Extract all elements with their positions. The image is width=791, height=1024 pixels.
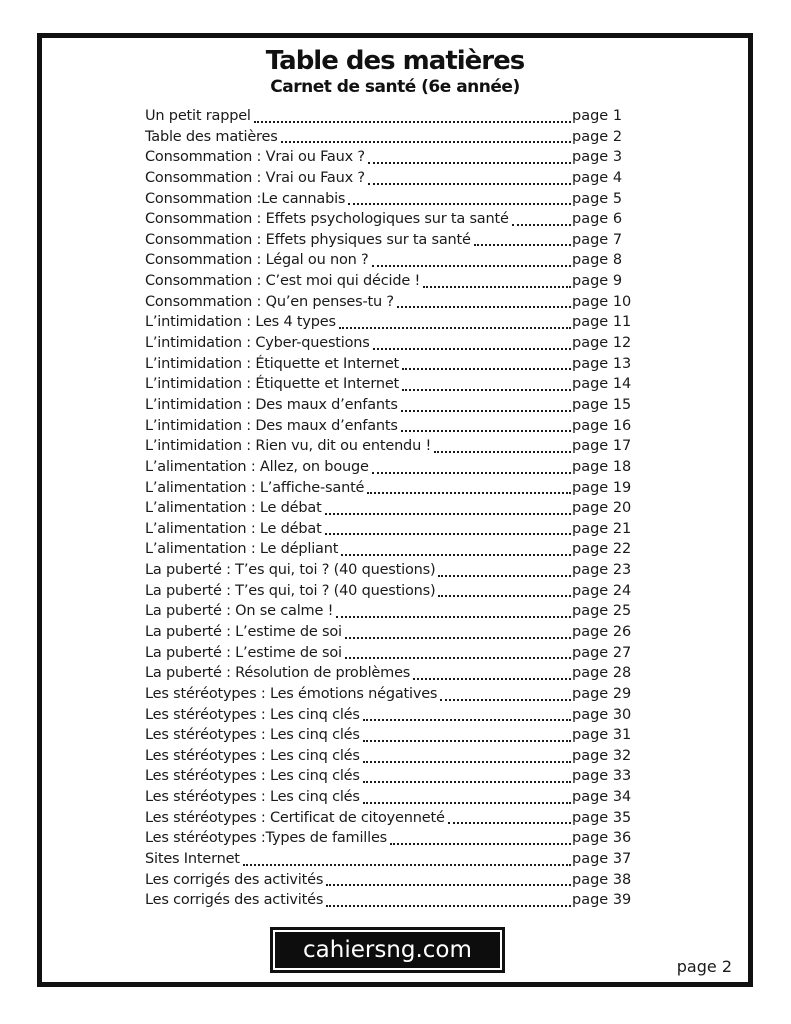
dotted-leader	[440, 699, 571, 701]
toc-entry-page: page 25	[572, 603, 632, 620]
dotted-leader	[326, 884, 571, 886]
toc-entry-page: page 15	[572, 396, 632, 413]
toc-row	[145, 457, 636, 478]
toc-entry-label: Les stéréotypes : Certificat de citoyenneté	[145, 809, 445, 826]
toc-row	[145, 416, 636, 437]
toc-entry-label: La puberté : T’es qui, toi ? (40 questions)	[145, 582, 436, 599]
toc-row	[145, 767, 636, 788]
toc-entry-label: L’alimentation : Le débat	[145, 520, 322, 537]
dotted-leader	[401, 410, 571, 412]
toc-entry-label: Consommation : Qu’en penses-tu ?	[145, 293, 394, 310]
toc-row	[145, 890, 636, 911]
toc-entry-label: Les stéréotypes : Les cinq clés	[145, 727, 360, 744]
toc-entry-page: page 9	[572, 273, 623, 290]
toc-row	[145, 395, 636, 416]
toc-entry-page: page 39	[572, 892, 632, 909]
toc-row	[145, 478, 636, 499]
toc-entry-page: page 29	[572, 685, 632, 702]
toc-entry-label: L’intimidation : Les 4 types	[145, 314, 336, 331]
toc-row	[145, 643, 636, 664]
dotted-leader	[512, 224, 571, 226]
toc-entry-page: page 30	[572, 706, 632, 723]
toc-entry-label: L’intimidation : Cyber-questions	[145, 335, 370, 352]
dotted-leader	[401, 430, 571, 432]
toc-entry-page: page 37	[572, 851, 632, 868]
dotted-leader	[368, 162, 571, 164]
toc-entry-label: Les stéréotypes :Types de familles	[145, 830, 388, 847]
toc-entry-label: Consommation : C’est moi qui décide !	[145, 273, 421, 290]
toc-row	[145, 684, 636, 705]
dotted-leader	[372, 472, 571, 474]
toc-entry-label: L’intimidation : Des maux d’enfants	[145, 417, 398, 434]
page-subtitle: Carnet de santé (6e année)	[270, 77, 520, 97]
toc-entry-page: page 27	[572, 644, 632, 661]
toc-row	[145, 808, 636, 829]
toc-row	[145, 333, 636, 354]
toc-entry-label: Consommation :Le cannabis	[145, 190, 346, 207]
dotted-leader	[345, 637, 571, 639]
toc-row	[145, 725, 636, 746]
toc-entry-page: page 24	[572, 582, 632, 599]
toc-entry-label: L’intimidation : Étiquette et Internet	[145, 355, 400, 372]
toc-entry-label: Les stéréotypes : Les émotions négatives	[145, 685, 438, 702]
dotted-leader	[367, 492, 571, 494]
toc-entry-page: page 20	[572, 500, 632, 517]
toc-entry-label: L’intimidation : Rien vu, dit ou entendu !	[145, 438, 432, 455]
toc-entry-label: Les corrigés des activités	[145, 892, 324, 909]
toc-entry-page: page 31	[572, 727, 632, 744]
site-badge	[270, 927, 505, 973]
toc-row	[145, 189, 636, 210]
toc-row	[145, 849, 636, 870]
toc-row	[145, 539, 636, 560]
toc-entry-page: page 32	[572, 747, 632, 764]
page-title: Table des matières	[265, 46, 525, 76]
toc-entry-label: La puberté : Résolution de problèmes	[145, 665, 411, 682]
toc-entry-page: page 36	[572, 830, 632, 847]
toc-entry-page: page 18	[572, 458, 632, 475]
dotted-leader	[413, 678, 571, 680]
dotted-leader	[434, 451, 571, 453]
toc-entry-page: page 7	[572, 231, 623, 248]
toc-entry-page: page 12	[572, 335, 632, 352]
toc-row	[145, 354, 636, 375]
toc-row	[145, 436, 636, 457]
toc-entry-page: page 35	[572, 809, 632, 826]
dotted-leader	[339, 327, 571, 329]
dotted-leader	[243, 864, 571, 866]
dotted-leader	[397, 306, 571, 308]
toc-row	[145, 622, 636, 643]
toc-row	[145, 787, 636, 808]
toc-row	[145, 581, 636, 602]
toc-entry-page: page 2	[572, 128, 623, 145]
dotted-leader	[336, 616, 571, 618]
toc-row	[145, 147, 636, 168]
toc-entry-label: Les stéréotypes : Les cinq clés	[145, 768, 360, 785]
toc-entry-label: Un petit rappel	[145, 107, 251, 124]
toc-entry-page: page 19	[572, 479, 632, 496]
toc-entry-page: page 4	[572, 169, 623, 186]
dotted-leader	[402, 368, 571, 370]
toc-entry-page: page 14	[572, 376, 632, 393]
toc-entry-label: Les stéréotypes : Les cinq clés	[145, 747, 360, 764]
toc-entry-label: Consommation : Vrai ou Faux ?	[145, 149, 365, 166]
toc-row	[145, 271, 636, 292]
toc-entry-label: L’intimidation : Des maux d’enfants	[145, 396, 398, 413]
dotted-leader	[438, 595, 571, 597]
toc-row	[145, 663, 636, 684]
toc-entry-page: page 22	[572, 541, 632, 558]
dotted-leader	[326, 905, 571, 907]
toc-entry-label: Sites Internet	[145, 851, 240, 868]
dotted-leader	[448, 822, 571, 824]
toc-entry-label: L’intimidation : Étiquette et Internet	[145, 376, 400, 393]
toc-entry-label: Les stéréotypes : Les cinq clés	[145, 789, 360, 806]
toc-entry-page: page 1	[572, 107, 623, 124]
dotted-leader	[363, 719, 571, 721]
toc-entry-label: La puberté : T’es qui, toi ? (40 questions)	[145, 562, 436, 579]
toc-entry-page: page 13	[572, 355, 632, 372]
dotted-leader	[438, 575, 571, 577]
dotted-leader	[325, 533, 571, 535]
toc-entry-page: page 3	[572, 149, 623, 166]
toc-entry-label: Table des matières	[145, 128, 278, 145]
toc-entry-page: page 23	[572, 562, 632, 579]
toc-row	[145, 106, 636, 127]
toc-entry-label: L’alimentation : L’affiche-santé	[145, 479, 365, 496]
dotted-leader	[363, 802, 571, 804]
toc-row	[145, 601, 636, 622]
dotted-leader	[341, 554, 571, 556]
toc-row	[145, 705, 636, 726]
toc-entry-page: page 21	[572, 520, 632, 537]
toc-entry-label: La puberté : L’estime de soi	[145, 624, 342, 640]
dotted-leader	[325, 513, 571, 515]
dotted-leader	[372, 265, 571, 267]
dotted-leader	[373, 348, 571, 350]
dotted-leader	[348, 203, 571, 205]
toc-row	[145, 828, 636, 849]
toc-row	[145, 560, 636, 581]
toc-entry-page: page 5	[572, 190, 623, 207]
toc-entry-page: page 10	[572, 293, 632, 310]
toc-list	[145, 106, 636, 911]
dotted-leader	[254, 121, 571, 123]
dotted-leader	[363, 740, 571, 742]
toc-row	[145, 230, 636, 251]
toc-entry-label: L’alimentation : Le dépliant	[145, 541, 339, 558]
toc-entry-page: page 26	[572, 624, 632, 640]
toc-entry-label: Consommation : Vrai ou Faux ?	[145, 169, 365, 186]
toc-row	[145, 519, 636, 540]
dotted-leader	[402, 389, 571, 391]
toc-row	[145, 374, 636, 395]
dotted-leader	[474, 244, 571, 246]
page-frame	[37, 33, 753, 987]
toc-entry-page: page 34	[572, 789, 632, 806]
toc-row	[145, 312, 636, 333]
site-badge-label: cahiersng.com	[275, 932, 500, 968]
toc-entry-label: Consommation : Effets physiques sur ta santé	[145, 231, 471, 248]
toc-entry-label: Les corrigés des activités	[145, 871, 324, 888]
toc-entry-page: page 33	[572, 768, 632, 785]
toc-row	[145, 250, 636, 271]
dotted-leader	[363, 781, 571, 783]
toc-row	[145, 498, 636, 519]
toc-entry-label: Consommation : Légal ou non ?	[145, 252, 369, 269]
toc-row	[145, 127, 636, 148]
toc-entry-label: Les stéréotypes : Les cinq clés	[145, 706, 360, 723]
page-number-label: page 2	[676, 957, 732, 976]
toc-row	[145, 746, 636, 767]
toc-entry-page: page 16	[572, 417, 632, 434]
dotted-leader	[390, 843, 571, 845]
toc-row	[145, 870, 636, 891]
toc-entry-label: Consommation : Effets psychologiques sur ta santé	[145, 211, 509, 228]
dotted-leader	[368, 183, 571, 185]
dotted-leader	[345, 657, 571, 659]
toc-entry-page: page 17	[572, 438, 632, 455]
dotted-leader	[363, 761, 571, 763]
dotted-leader	[423, 286, 571, 288]
toc-row	[145, 209, 636, 230]
toc-entry-label: L’alimentation : Le débat	[145, 500, 322, 517]
toc-entry-page: page 28	[572, 665, 632, 682]
toc-row	[145, 168, 636, 189]
toc-entry-page: page 8	[572, 252, 623, 269]
toc-entry-page: page 11	[572, 314, 632, 331]
toc-row	[145, 292, 636, 313]
dotted-leader	[281, 141, 571, 143]
toc-entry-page: page 6	[572, 211, 623, 228]
toc-entry-label: L’alimentation : Allez, on bouge	[145, 458, 369, 475]
toc-entry-page: page 38	[572, 871, 632, 888]
toc-entry-label: La puberté : L’estime de soi	[145, 644, 342, 661]
toc-entry-label: La puberté : On se calme !	[145, 603, 334, 620]
